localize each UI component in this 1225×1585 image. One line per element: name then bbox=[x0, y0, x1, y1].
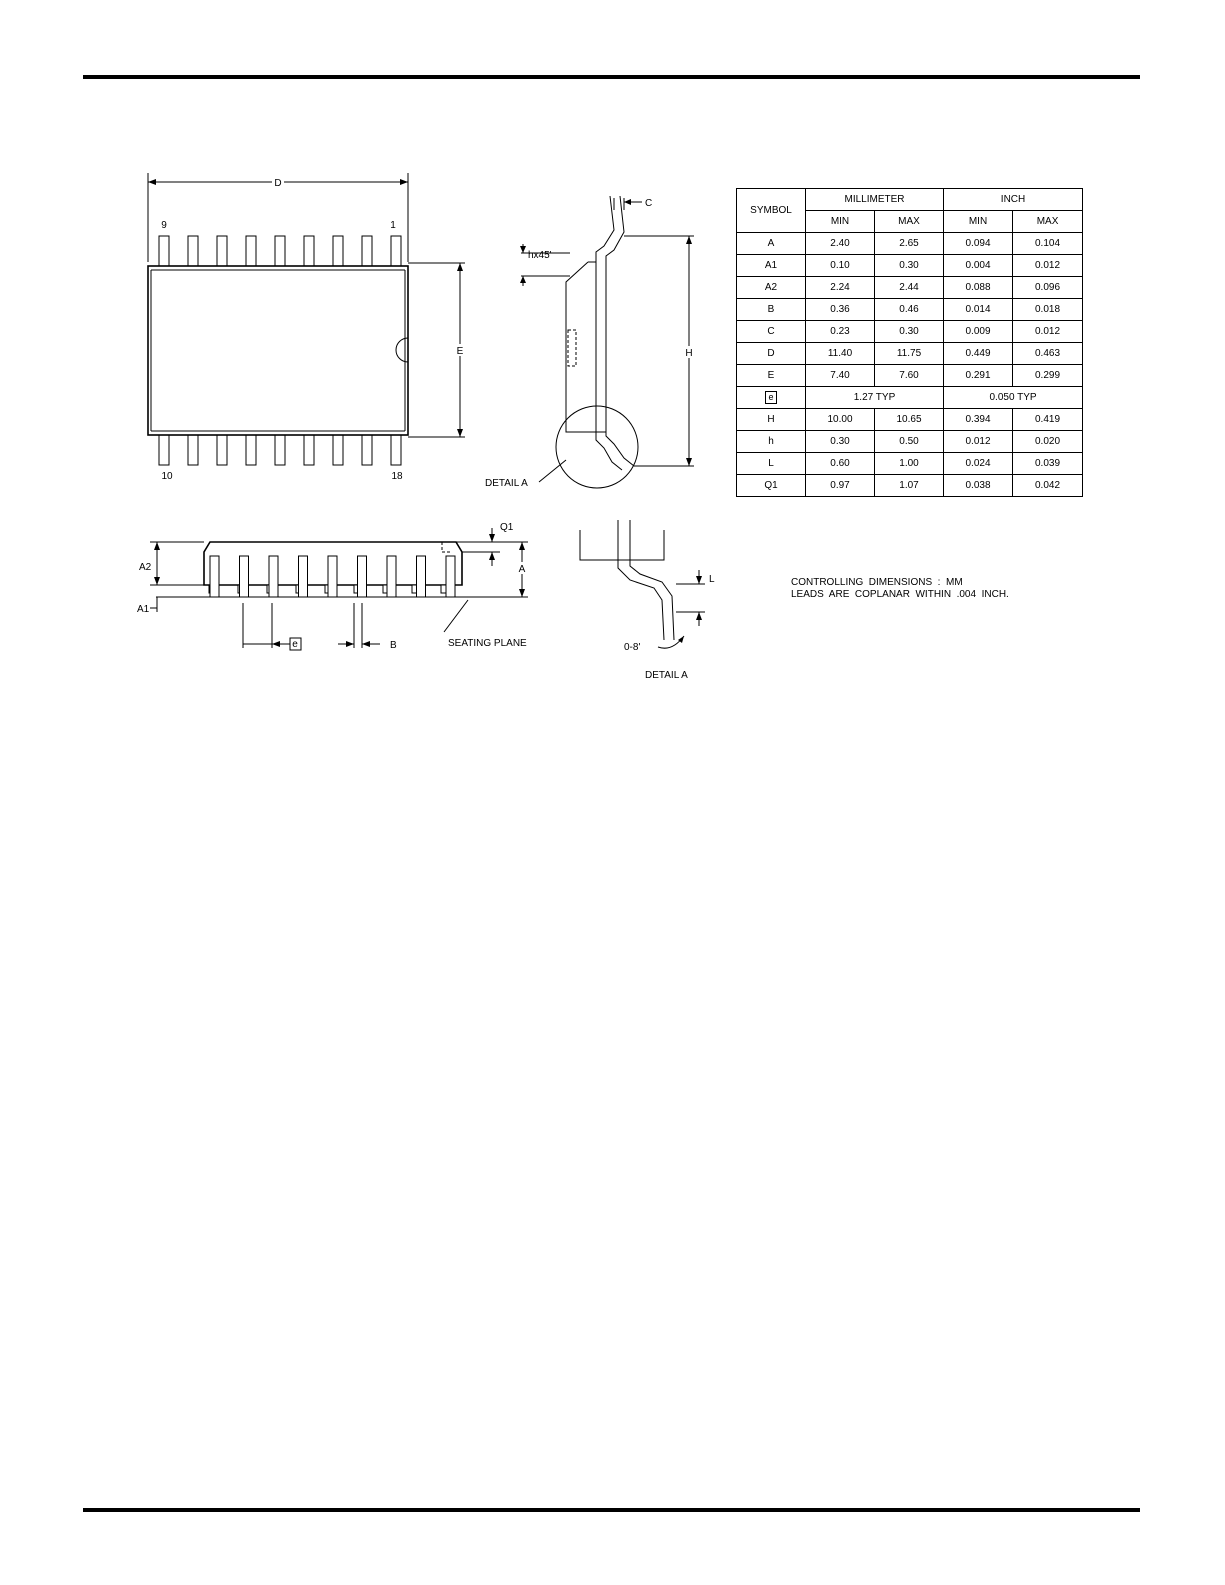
cell-mm-max: 10.65 bbox=[875, 409, 944, 431]
side-view bbox=[485, 196, 695, 489]
dim-q1-label: Q1 bbox=[500, 522, 514, 533]
cell-in-max: 0.463 bbox=[1013, 343, 1083, 365]
top-pins-upper bbox=[159, 236, 401, 266]
cell-mm-min: 11.40 bbox=[806, 343, 875, 365]
front-pins bbox=[209, 556, 455, 597]
cell-mm-min: 0.23 bbox=[806, 321, 875, 343]
note-controlling-dimensions: CONTROLLING DIMENSIONS : MM bbox=[791, 577, 963, 588]
cell-in-max: 0.039 bbox=[1013, 453, 1083, 475]
cell-mm-typ: 1.27 TYP bbox=[806, 387, 944, 409]
cell-in-max: 0.299 bbox=[1013, 365, 1083, 387]
lead bbox=[159, 236, 169, 266]
pin-10-label: 10 bbox=[161, 471, 173, 482]
cell-mm-max: 0.30 bbox=[875, 255, 944, 277]
detail-a-caption: DETAIL A bbox=[645, 670, 688, 681]
cell-in-min: 0.024 bbox=[944, 453, 1013, 475]
cell-mm-max: 7.60 bbox=[875, 365, 944, 387]
table-row bbox=[737, 277, 1083, 299]
cell-in-min: 0.088 bbox=[944, 277, 1013, 299]
lead bbox=[333, 435, 343, 465]
cell-mm-min: 0.36 bbox=[806, 299, 875, 321]
header-millimeter: MILLIMETER bbox=[806, 189, 944, 211]
lead bbox=[299, 556, 308, 597]
cell-symbol: E bbox=[737, 365, 806, 387]
cell-in-max: 0.042 bbox=[1013, 475, 1083, 497]
lead bbox=[269, 556, 278, 597]
header-in-max: MAX bbox=[1013, 211, 1083, 233]
dim-d-label: D bbox=[274, 178, 282, 189]
detail-a-callout: DETAIL A bbox=[485, 478, 528, 489]
front-view bbox=[137, 522, 528, 651]
lead bbox=[240, 556, 249, 597]
lead bbox=[387, 556, 396, 597]
cell-in-max: 0.018 bbox=[1013, 299, 1083, 321]
lead bbox=[362, 435, 372, 465]
lead bbox=[246, 236, 256, 266]
cell-mm-min: 2.40 bbox=[806, 233, 875, 255]
dim-e-box-label: e bbox=[292, 639, 298, 650]
lead bbox=[391, 236, 401, 266]
dim-l-label: L bbox=[709, 574, 715, 585]
cell-mm-max: 0.46 bbox=[875, 299, 944, 321]
dim-e-label: E bbox=[456, 346, 464, 357]
lead bbox=[304, 236, 314, 266]
cell-symbol: C bbox=[737, 321, 806, 343]
lead bbox=[217, 236, 227, 266]
table-row bbox=[737, 387, 1083, 409]
seating-plane-label: SEATING PLANE bbox=[448, 638, 527, 649]
table-row bbox=[737, 475, 1083, 497]
cell-mm-max: 2.44 bbox=[875, 277, 944, 299]
header-mm-min: MIN bbox=[806, 211, 875, 233]
lead bbox=[446, 556, 455, 597]
dim-a2-label: A2 bbox=[139, 562, 152, 573]
table-row bbox=[737, 365, 1083, 387]
cell-symbol bbox=[737, 387, 806, 409]
top-pins-lower bbox=[159, 435, 401, 465]
cell-mm-max: 11.75 bbox=[875, 343, 944, 365]
cell-in-max: 0.096 bbox=[1013, 277, 1083, 299]
lead bbox=[159, 435, 169, 465]
table-row bbox=[737, 233, 1083, 255]
cell-symbol: Q1 bbox=[737, 475, 806, 497]
cell-in-min: 0.009 bbox=[944, 321, 1013, 343]
lead bbox=[275, 435, 285, 465]
pitch-symbol-box: e bbox=[765, 391, 777, 404]
cell-symbol: A1 bbox=[737, 255, 806, 277]
cell-symbol: A bbox=[737, 233, 806, 255]
cell-in-min: 0.291 bbox=[944, 365, 1013, 387]
detail-a-view bbox=[580, 520, 715, 681]
dimension-table-body bbox=[737, 233, 1083, 497]
cell-mm-min: 2.24 bbox=[806, 277, 875, 299]
cell-mm-max: 1.07 bbox=[875, 475, 944, 497]
dim-a1-label: A1 bbox=[137, 604, 150, 615]
cell-symbol: B bbox=[737, 299, 806, 321]
cell-symbol: A2 bbox=[737, 277, 806, 299]
cell-in-min: 0.012 bbox=[944, 431, 1013, 453]
lead bbox=[391, 435, 401, 465]
detail-a-circle bbox=[556, 406, 638, 488]
table-row bbox=[737, 321, 1083, 343]
table-row bbox=[737, 453, 1083, 475]
lead bbox=[210, 556, 219, 597]
cell-in-max: 0.012 bbox=[1013, 321, 1083, 343]
cell-symbol: L bbox=[737, 453, 806, 475]
lead bbox=[304, 435, 314, 465]
cell-in-min: 0.394 bbox=[944, 409, 1013, 431]
lead bbox=[358, 556, 367, 597]
header-in-min: MIN bbox=[944, 211, 1013, 233]
cell-in-min: 0.014 bbox=[944, 299, 1013, 321]
cell-mm-min: 7.40 bbox=[806, 365, 875, 387]
cell-mm-min: 0.97 bbox=[806, 475, 875, 497]
header-inch: INCH bbox=[944, 189, 1083, 211]
cell-symbol: h bbox=[737, 431, 806, 453]
note-coplanarity: LEADS ARE COPLANAR WITHIN .004 INCH. bbox=[791, 589, 1009, 600]
lead bbox=[246, 435, 256, 465]
package-body-top bbox=[148, 266, 408, 435]
cell-in-min: 0.449 bbox=[944, 343, 1013, 365]
lead bbox=[188, 435, 198, 465]
dimension-table bbox=[736, 188, 1083, 497]
dim-a-label: A bbox=[518, 564, 526, 575]
table-row bbox=[737, 343, 1083, 365]
lead bbox=[275, 236, 285, 266]
cell-mm-max: 2.65 bbox=[875, 233, 944, 255]
pin-18-label: 18 bbox=[391, 471, 403, 482]
lead bbox=[417, 556, 426, 597]
top-view bbox=[148, 173, 466, 482]
angle-label: 0-8' bbox=[624, 642, 641, 653]
cell-in-min: 0.094 bbox=[944, 233, 1013, 255]
cell-in-max: 0.419 bbox=[1013, 409, 1083, 431]
lead bbox=[362, 236, 372, 266]
lead bbox=[217, 435, 227, 465]
lead bbox=[333, 236, 343, 266]
cell-mm-max: 0.30 bbox=[875, 321, 944, 343]
cell-mm-min: 0.30 bbox=[806, 431, 875, 453]
cell-mm-max: 0.50 bbox=[875, 431, 944, 453]
cell-in-max: 0.020 bbox=[1013, 431, 1083, 453]
table-row bbox=[737, 255, 1083, 277]
cell-in-min: 0.038 bbox=[944, 475, 1013, 497]
lead bbox=[328, 556, 337, 597]
table-row bbox=[737, 431, 1083, 453]
dim-h-label: H bbox=[685, 348, 693, 359]
cell-symbol: D bbox=[737, 343, 806, 365]
cell-in-max: 0.012 bbox=[1013, 255, 1083, 277]
cell-symbol: H bbox=[737, 409, 806, 431]
cell-mm-max: 1.00 bbox=[875, 453, 944, 475]
pin-1-label: 1 bbox=[390, 220, 396, 231]
table-row bbox=[737, 409, 1083, 431]
pin1-notch bbox=[396, 338, 408, 362]
table-row bbox=[737, 299, 1083, 321]
dim-b-label: B bbox=[390, 640, 397, 651]
cell-in-typ: 0.050 TYP bbox=[944, 387, 1083, 409]
notes bbox=[791, 577, 1009, 601]
cell-mm-min: 10.00 bbox=[806, 409, 875, 431]
cell-mm-min: 0.10 bbox=[806, 255, 875, 277]
dim-c-label: C bbox=[645, 198, 653, 209]
header-mm-max: MAX bbox=[875, 211, 944, 233]
dim-chamfer-label: hx45' bbox=[528, 250, 552, 261]
cell-mm-min: 0.60 bbox=[806, 453, 875, 475]
lead bbox=[188, 236, 198, 266]
cell-in-min: 0.004 bbox=[944, 255, 1013, 277]
cell-in-max: 0.104 bbox=[1013, 233, 1083, 255]
pin-9-label: 9 bbox=[161, 220, 167, 231]
header-symbol: SYMBOL bbox=[737, 189, 806, 233]
